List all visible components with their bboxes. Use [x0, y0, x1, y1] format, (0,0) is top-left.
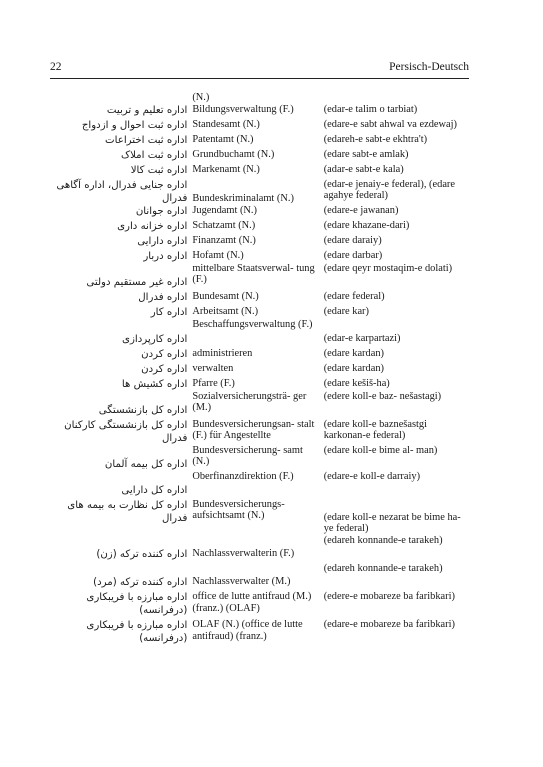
transliteration: (edare kardan): [323, 347, 384, 359]
persian-term: اداره کشیش ها: [121, 378, 188, 390]
german-term: Bundesamt (N.): [192, 290, 259, 302]
dictionary-entry: [50, 291, 469, 304]
page-header: [50, 61, 469, 77]
transliteration: (adar-e sabt-e kala): [323, 163, 404, 175]
german-term: Patentamt (N.): [192, 133, 254, 145]
transliteration: (edar-e talim o tarbiat): [323, 103, 418, 115]
german-term: Schatzamt (N.): [192, 219, 256, 231]
dictionary-entry: [50, 419, 469, 445]
persian-term: اداره مبارزه با فریبکاری (درفرانسه): [86, 592, 188, 617]
german-term: Bundesversicherungsan- stalt (F.) für Angestellte: [192, 418, 315, 442]
transliteration: (edareh konnande-e tarakeh): [323, 563, 443, 575]
transliteration: (edare kardan): [323, 362, 384, 374]
persian-term: اداره ثبت کالا: [130, 164, 188, 176]
persian-term: اداره کردن: [141, 348, 188, 360]
german-term: Grundbuchamt (N.): [192, 148, 275, 160]
german-term: Finanzamt (N.): [192, 234, 256, 246]
transliteration: (edare khazane-dari): [323, 219, 410, 231]
persian-term: اداره مبارزه با فریبکاری (درفرانسه): [86, 620, 188, 645]
german-term: mittelbare Staatsverwal- tung (F.): [192, 262, 315, 286]
german-term: Markenamt (N.): [192, 163, 260, 175]
transliteration: (edare kešiš-ha): [323, 377, 390, 389]
german-term: Standesamt (N.): [192, 118, 260, 130]
german-term: Arbeitsamt (N.): [192, 305, 259, 317]
persian-term: اداره دارایی: [137, 235, 188, 247]
persian-term: اداره کل دارایی: [121, 484, 188, 496]
transliteration: (edare kar): [323, 305, 369, 317]
dictionary-entry: [50, 363, 469, 376]
transliteration: (edareh konnande-e tarakeh): [323, 535, 443, 547]
dictionary-entry: [50, 535, 469, 561]
dictionary-entry: [50, 250, 469, 263]
transliteration: (edareh-e sabt-e ekhtra't): [323, 133, 428, 145]
german-term: administrieren: [192, 347, 253, 359]
dictionary-entry: [50, 445, 469, 471]
dictionary-entry: [50, 619, 469, 645]
german-term: OLAF (N.) (office de lutte antifraud) (franz.): [192, 619, 303, 642]
persian-term: اداره کار: [150, 306, 188, 318]
dictionary-entry: [50, 235, 469, 248]
persian-term: اداره تعلیم و تربیت: [106, 104, 188, 116]
transliteration: (edare-e jawanan): [323, 204, 399, 216]
german-term: Pfarre (F.): [192, 377, 235, 389]
dictionary-entry: [50, 263, 469, 289]
persian-term: اداره کارپردازی: [122, 333, 188, 345]
dictionary-entry: [50, 119, 469, 132]
transliteration: (edare federal): [323, 290, 385, 302]
dictionary-entry: [50, 104, 469, 117]
persian-term: اداره کننده ترکه (زن): [96, 549, 188, 561]
german-term: Jugendamt (N.): [192, 204, 257, 216]
german-term: Oberfinanzdirektion (F.): [192, 470, 294, 482]
german-term: Nachlassverwalterin (F.): [192, 548, 295, 560]
dictionary-entry: [50, 220, 469, 233]
transliteration: (edere-e mobareze ba faribkari): [323, 591, 455, 603]
persian-term: اداره خزانه داری: [117, 220, 188, 232]
persian-term: اداره کردن: [141, 363, 188, 375]
persian-term: اداره کننده ترکه (مرد): [93, 577, 188, 589]
transliteration: (edare darbar): [323, 249, 383, 261]
transliteration: (edar-e jenaiy-e federal), (edare agahye federal): [323, 178, 456, 202]
running-title: Persisch-Deutsch: [389, 61, 469, 73]
dictionary-entry: [50, 179, 469, 205]
transliteration: (edare koll-e bime al- man): [323, 444, 438, 456]
transliteration: (edare-e mobareze ba faribkari): [323, 619, 455, 631]
persian-term: اداره ثبت املاک: [120, 149, 188, 161]
dictionary-entry: [50, 319, 469, 346]
persian-term: اداره کل بازنشستگی: [98, 404, 188, 416]
german-term: verwalten: [192, 362, 234, 374]
german-term: Bildungsverwaltung (F.): [192, 103, 294, 115]
transliteration: (edare-e sabt ahwal va ezdewaj): [323, 118, 457, 130]
dictionary-entry: [50, 563, 469, 589]
german-term: Bundesversicherungs- aufsichtsamt (N.): [192, 498, 285, 522]
dictionary-entry: [50, 378, 469, 391]
persian-term: اداره ثبت احوال و ازدواج: [81, 119, 188, 131]
persian-term: اداره ثبت اختراعات: [105, 134, 188, 146]
persian-term: اداره دربار: [143, 250, 188, 262]
dictionary-entry: [50, 348, 469, 361]
dictionary-entry: [50, 471, 469, 497]
persian-term: اداره کل بازنشستگی کارکنان فدرال: [64, 419, 188, 444]
transliteration: (edere koll-e baz- nešastagi): [323, 390, 442, 402]
german-term: (N.): [192, 92, 210, 103]
dictionary-entry: [50, 149, 469, 162]
dictionary-entry: [50, 306, 469, 319]
dictionary-entry: [50, 591, 469, 617]
transliteration: (edare qeyr mostaqim-e dolati): [323, 262, 453, 274]
page-number: 22: [50, 61, 62, 73]
german-term: Hofamt (N.): [192, 249, 244, 261]
german-term: Nachlassverwalter (M.): [192, 576, 291, 588]
dictionary-entry: [50, 391, 469, 417]
dictionary-entry: [50, 92, 469, 104]
german-term: office de lutte antifraud (M.) (franz.) (OLAF): [192, 591, 312, 614]
dictionary-entry: [50, 205, 469, 218]
transliteration: (edare sabt-e amlak): [323, 148, 409, 160]
persian-term: اداره فدرال: [138, 291, 188, 303]
german-term: Bundeskriminalamt (N.): [192, 192, 294, 204]
transliteration: (edare koll-e baznešastgi karkonan-e federal): [323, 418, 427, 442]
transliteration: (edare-e koll-e darraiy): [323, 470, 421, 482]
german-term: Beschaffungsverwaltung (F.): [192, 318, 313, 330]
dictionary-entry: [50, 164, 469, 177]
persian-term: اداره کل نظارت به بیمه های فدرال: [67, 499, 188, 524]
persian-term: اداره جوانان: [135, 205, 188, 217]
persian-term: اداره غیر مستقیم دولتی: [86, 276, 188, 288]
german-term: Sozialversicherungsträ- ger (M.): [192, 390, 307, 414]
header-rule: [50, 78, 469, 79]
transliteration: (edar-e karpartazi): [323, 332, 401, 344]
persian-term: اداره جنایی فدرال، اداره آگاهی فدرال: [56, 179, 188, 204]
entry-list: [50, 92, 469, 645]
dictionary-entry: [50, 499, 469, 535]
german-term: Bundesversicherung- samt (N.): [192, 444, 303, 468]
transliteration: (edare koll-e nezarat be bime ha-ye federal): [323, 511, 461, 535]
persian-term: اداره کل بیمه آلمان: [104, 458, 188, 470]
transliteration: (edare daraiy): [323, 234, 382, 246]
dictionary-entry: [50, 134, 469, 147]
